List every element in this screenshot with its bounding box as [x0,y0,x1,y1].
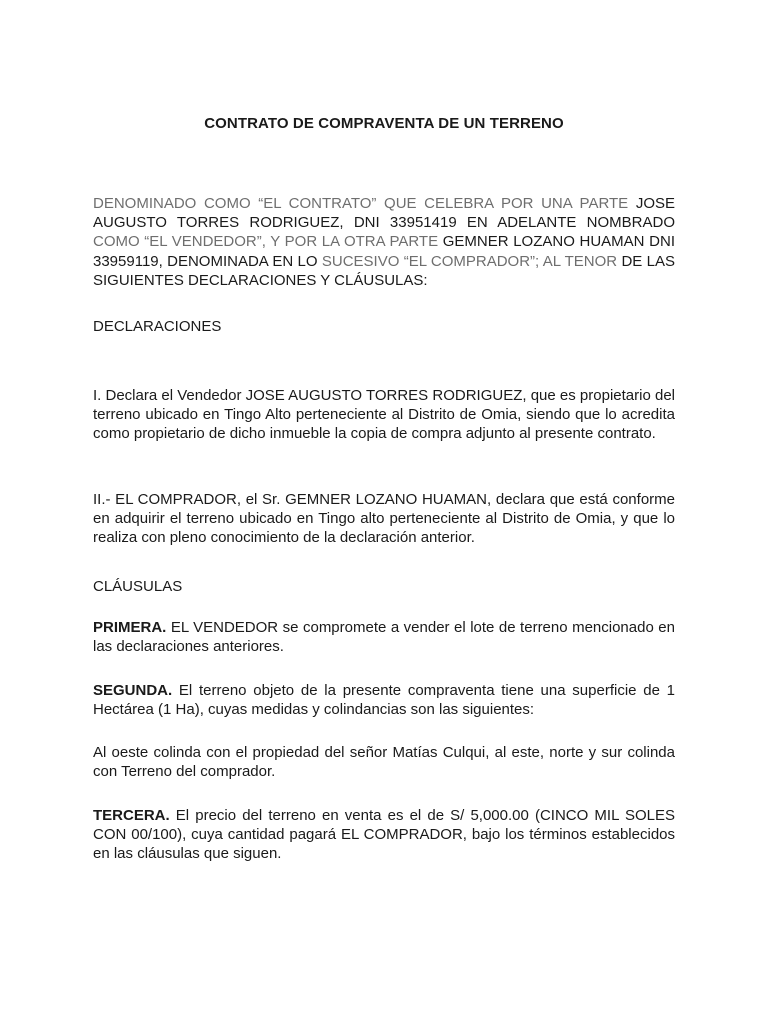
colindancias-paragraph: Al oeste colinda con el propiedad del señor Matías Culqui, al este, norte y sur colinda con Terreno del comprador. [93,744,675,781]
clausula-segunda [93,681,675,719]
clausula-segunda-label: SEGUNDA. [93,682,173,699]
intro-segment-1: DENOMINADO COMO “EL CONTRATO” QUE CELEBRA POR UNA PARTE [93,195,636,212]
clausula-primera-text: EL VENDEDOR se compromete a vender el lote de terreno mencionado en las declaraciones anteriores. [93,619,675,656]
clausula-tercera-label: TERCERA. [93,807,170,824]
document-title: CONTRATO DE COMPRAVENTA DE UN TERRENO [204,115,564,132]
declaracion-2: II.- EL COMPRADOR, el Sr. GEMNER LOZANO HUAMAN, declara que está conforme en adquirir el terreno ubicado en Tingo alto perteneciente al Distrito de Omia, y que lo realiza con pleno conocimiento de la declaración anterior. [93,491,675,547]
intro-segment-3: COMO “EL VENDEDOR”, Y POR LA OTRA PARTE [93,233,443,251]
declaraciones-heading: DECLARACIONES [93,318,222,335]
clausula-primera-label: PRIMERA. [93,619,167,636]
intro-segment-6: DE LAS SIGUIENTES DECLARACIONES Y CLÁUSULAS: [93,252,675,289]
intro-segment-4: GEMNER LOZANO HUAMAN DNI 33959119, DENOMINADA EN LO [93,233,675,270]
clausula-primera [93,618,675,656]
intro-paragraph [93,194,675,290]
declaracion-1: I. Declara el Vendedor JOSE AUGUSTO TORRES RODRIGUEZ, que es propietario del terreno ubicado en Tingo Alto perteneciente al Distrito de Omia, siendo que lo acredita como propietario de dicho inmueble la copia de compra adjunto al presente contrato. [93,387,675,443]
intro-segment-2: JOSE AUGUSTO TORRES RODRIGUEZ, DNI 33951419 EN ADELANTE NOMBRADO [93,195,675,232]
clausula-segunda-text: El terreno objeto de la presente compraventa tiene una superficie de 1 Hectárea (1 Ha), cuyas medidas y colindancias son las siguientes: [93,682,675,719]
clausulas-heading: CLÁUSULAS [93,578,183,595]
intro-segment-5: SUCESIVO “EL COMPRADOR”; AL TENOR [317,252,618,270]
clausula-tercera-text: El precio del terreno en venta es el de S/ 5,000.00 (CINCO MIL SOLES CON 00/100), cuya cantidad pagará EL COMPRADOR, bajo los términos establecidos en las cláusulas que siguen. [93,807,675,863]
clausula-tercera [93,806,675,864]
